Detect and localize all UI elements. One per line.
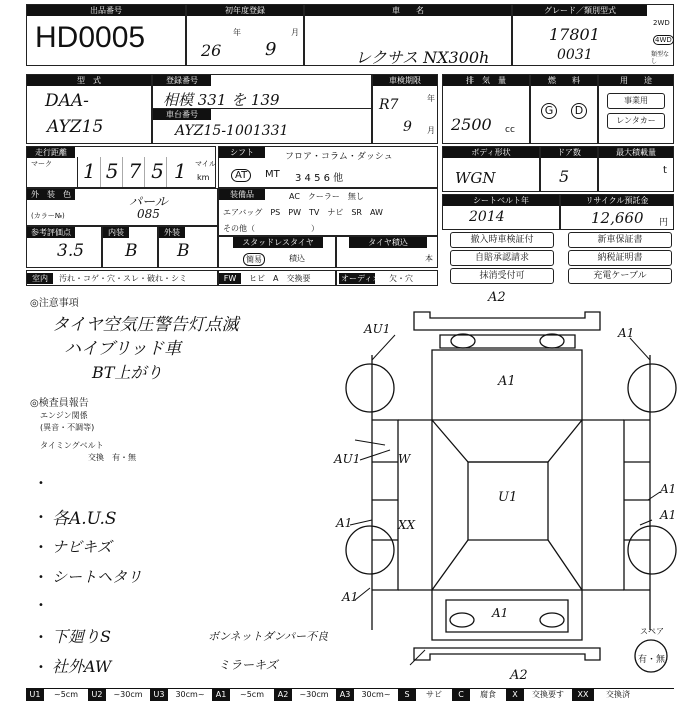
- inspector-bullet: •: [38, 542, 44, 553]
- mark-right-rear: A1: [660, 508, 677, 522]
- year-unit: 年: [233, 28, 241, 37]
- spare-value: 有・無: [638, 655, 666, 665]
- legend-val-0: ~5cm: [54, 690, 78, 699]
- mark-hood: A1: [498, 374, 516, 389]
- legend-val-3: ~5cm: [240, 690, 264, 699]
- interior-label: 内装: [103, 227, 129, 238]
- shift-gears: 3 4 5 6 他: [295, 173, 344, 184]
- score-label: 参考評価点: [27, 227, 75, 238]
- displacement-label: 排 気 量: [443, 75, 529, 86]
- body-label: ボディ形状: [443, 147, 539, 158]
- inspector-item-2: ナビキズ: [52, 538, 112, 556]
- legend-val-6: サビ: [426, 690, 442, 699]
- studless-opt2: 積込: [289, 254, 305, 263]
- equip-label: 装備品: [219, 189, 265, 200]
- doc-button-0: 撤入時車検証付: [450, 232, 554, 248]
- inspector-bullet: •: [38, 662, 44, 673]
- mark-roof: U1: [498, 490, 518, 505]
- displacement-unit: cc: [505, 125, 515, 135]
- tire-unit: 本: [425, 254, 433, 263]
- timing-label: タイミングベルト: [40, 441, 104, 450]
- inspector-bullet: •: [38, 600, 44, 611]
- audio-label: オーディオ: [341, 274, 381, 283]
- inspector-item-6: 社外AW: [52, 657, 112, 676]
- chassis-label: 車台番号: [153, 109, 211, 120]
- grade-value2: 0031: [557, 47, 593, 63]
- legend-val-1: ~30cm: [113, 690, 143, 699]
- legend-key-6: S: [398, 689, 416, 701]
- studless-opt1: 簡易: [243, 253, 265, 266]
- engine-label: エンジン関係: [40, 411, 88, 420]
- reg-label: 登録番号: [153, 75, 211, 86]
- note-line-1: ハイブリッド車: [64, 339, 182, 359]
- mark-left-rear-xx: XX: [398, 518, 416, 532]
- legend-key-2: U3: [150, 689, 168, 701]
- inspector-bullet: •: [38, 632, 44, 643]
- fuel-d: D: [571, 103, 587, 119]
- recycle-value: 12,660: [591, 209, 644, 227]
- note-line-0: タイヤ空気圧警告灯点滅: [52, 315, 239, 335]
- exterior-value: B: [177, 241, 190, 261]
- drive-note: 類型なし: [651, 51, 670, 65]
- fw-label: FW: [219, 273, 241, 284]
- notes-title: ◎注意事項: [30, 298, 79, 309]
- chassis-value: AYZ15-1001331: [175, 123, 289, 139]
- shift-mt: MT: [265, 169, 280, 180]
- doc-button-3: 納税証明書: [568, 250, 672, 266]
- inspection-value2: 9: [403, 119, 412, 135]
- use-business: 事業用: [607, 93, 665, 109]
- fuel-g: G: [541, 103, 557, 119]
- doors-value: 5: [559, 167, 570, 186]
- inspector-bullet: •: [38, 512, 44, 523]
- first-reg-year: 26: [201, 41, 222, 60]
- legend-key-8: X: [506, 689, 524, 701]
- spare-label: スペア: [640, 627, 664, 636]
- tire-label: タイヤ積込: [349, 237, 427, 248]
- seatbelt-value: 2014: [469, 209, 505, 225]
- lot-value: HD0005: [35, 21, 146, 54]
- legend-val-7: 腐食: [480, 690, 496, 699]
- doc-button-1: 新車保証書: [568, 232, 672, 248]
- model-value2: AYZ15: [47, 117, 104, 137]
- mark-rear: A2: [510, 668, 528, 683]
- recycle-unit: 円: [659, 218, 669, 228]
- legend-val-9: 交換済: [606, 690, 630, 699]
- mark-left-rear: A1: [336, 516, 353, 530]
- shift-options: フロア・コラム・ダッシュ: [285, 152, 393, 162]
- interior-cond-label: 室内: [27, 273, 53, 284]
- inspector-item-5: 下廻りS: [52, 627, 111, 646]
- legend-val-2: 30cm~: [175, 690, 205, 699]
- legend-val-4: ~30cm: [299, 690, 329, 699]
- inspector-title: ◎検査員報告: [30, 398, 89, 409]
- engine-sub: (異音・不調等): [40, 423, 95, 432]
- car-name-label: 車 名: [305, 5, 511, 16]
- legend-key-3: A1: [212, 689, 230, 701]
- doors-label: ドア数: [541, 147, 597, 158]
- inspector-extra1: ボンネットダンパー不良: [208, 630, 329, 643]
- color-no: 085: [137, 207, 160, 221]
- timing-sub: 交換 有・無: [88, 453, 136, 462]
- legend-key-9: XX: [572, 689, 594, 701]
- mileage-sub: マーク: [31, 160, 52, 168]
- load-unit: t: [663, 165, 667, 176]
- interior-cond-items: 汚れ・コゲ・穴・スレ・破れ・シミ: [59, 274, 187, 283]
- exterior-label: 外装: [159, 227, 185, 238]
- grade-value: 17801: [549, 25, 600, 44]
- month-unit: 月: [291, 28, 299, 37]
- inspection-month: 月: [427, 126, 435, 135]
- fuel-label: 燃 料: [531, 75, 597, 86]
- interior-value: B: [125, 241, 138, 261]
- first-reg-month: 9: [265, 39, 277, 60]
- use-label: 用 途: [599, 75, 673, 86]
- legend-key-1: U2: [88, 689, 106, 701]
- recycle-label: リサイクル預託金: [561, 195, 673, 206]
- studless-label: スタッドレスタイヤ: [233, 237, 323, 248]
- doc-button-4: 抹消受付可: [450, 268, 554, 284]
- mark-right-front: A1: [618, 326, 635, 340]
- lot-label: 出品番号: [27, 5, 185, 16]
- mark-left-front-door: AU1: [334, 452, 361, 466]
- body-value: WGN: [455, 169, 496, 187]
- seatbelt-label: シートベルト年: [443, 195, 559, 206]
- note-line-2: BT上がり: [92, 363, 163, 382]
- inspection-value1: R7: [379, 97, 399, 113]
- inspector-extra2: ミラーキズ: [218, 658, 278, 672]
- mark-front: A2: [488, 290, 506, 305]
- doc-button-2: 自賠承認請求: [450, 250, 554, 266]
- first-reg-label: 初年度登録: [187, 5, 303, 16]
- legend-key-4: A2: [274, 689, 292, 701]
- drive-2wd: 2WD: [653, 19, 670, 27]
- mileage-unit2: km: [197, 173, 210, 182]
- mileage-value: 15751: [83, 159, 197, 183]
- mileage-unit1: マイル: [195, 160, 216, 168]
- color-value: パール: [129, 195, 168, 210]
- inspection-label: 車検期限: [373, 75, 437, 86]
- mark-trunk: A1: [492, 606, 509, 620]
- reg-value: 相模 331 を 139: [163, 91, 280, 109]
- legend-val-8: 交換要す: [532, 690, 564, 699]
- inspector-bullet: •: [38, 478, 44, 489]
- equip-other: その他（ ）: [223, 224, 319, 233]
- use-rental: レンタカー: [607, 113, 665, 129]
- doc-button-5: 充電ケーブル: [568, 268, 672, 284]
- legend-key-5: A3: [336, 689, 354, 701]
- mark-left-front-fender: AU1: [364, 322, 391, 336]
- shift-label: シフト: [219, 147, 265, 158]
- legend-val-5: 30cm~: [361, 690, 391, 699]
- color-label: 外 装 色: [27, 189, 75, 200]
- score-value: 3.5: [57, 241, 85, 261]
- inspector-bullet: •: [38, 572, 44, 583]
- legend-key-7: C: [452, 689, 470, 701]
- equip-options: AC クーラー 無し: [289, 192, 364, 201]
- car-name-value: レクサス NX300h: [355, 48, 490, 67]
- inspector-item-1: 各A.U.S: [52, 509, 117, 529]
- equip-row2: エアバッグ PS PW TV ナビ SR AW: [223, 208, 383, 217]
- load-label: 最大積載量: [599, 147, 673, 158]
- color-sub: (カラー№): [31, 212, 65, 220]
- inspector-item-3: シートヘタリ: [52, 568, 143, 586]
- mileage-label: 走行距離: [27, 147, 75, 158]
- drive-4wd: 4WD: [655, 36, 672, 44]
- legend-bar: [26, 688, 674, 700]
- shift-at: AT: [231, 169, 251, 182]
- fw-items: ヒビ A 交換要: [249, 274, 311, 283]
- mark-left-front-door-w: W: [398, 452, 411, 466]
- audio-items: 欠・穴: [389, 274, 413, 283]
- model-value1: DAA-: [45, 91, 89, 111]
- mark-left-rear-quarter: A1: [342, 590, 359, 604]
- displacement-value: 2500: [451, 115, 492, 134]
- grade-label: グレード／類別型式: [513, 5, 647, 16]
- legend-key-0: U1: [26, 689, 44, 701]
- mark-right-front-door: A1: [660, 482, 677, 496]
- model-label: 型 式: [27, 75, 151, 86]
- inspection-year: 年: [427, 94, 435, 103]
